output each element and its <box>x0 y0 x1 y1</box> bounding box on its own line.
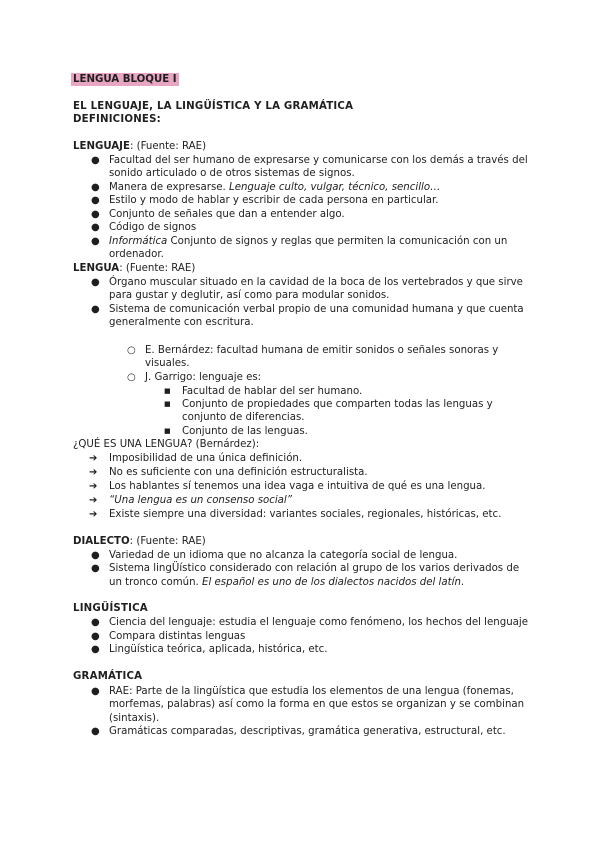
lenguaje-item-4: Conjunto de señales que dan a entender algo. <box>109 209 345 220</box>
dialecto-heading <box>73 535 206 549</box>
bullet-circle-icon: ○ <box>127 345 136 356</box>
lengua-item-2-cont: generalmente con escritura. <box>109 317 254 328</box>
que-es-item-2: No es suficiente con una definición estructuralista. <box>109 467 368 478</box>
linguistica-item-1: Ciencia del lenguaje: estudia el lenguaje como fenómeno, los hechos del lenguaje <box>109 617 528 628</box>
dialecto-source: : (Fuente: RAE) <box>129 536 206 547</box>
lenguaje-item-2-text: Manera de expresarse. <box>109 182 230 193</box>
bullet-square-icon: ■ <box>164 427 171 435</box>
arrow-right-icon: ➔ <box>89 481 98 492</box>
lenguaje-item-6-cont: ordenador. <box>109 249 164 260</box>
bullet-dot-icon: ● <box>91 644 100 655</box>
que-es-item-1: Imposibilidad de una única definición. <box>109 453 303 464</box>
gramatica-heading: GRAMÁTICA <box>73 671 143 682</box>
dialecto-term: DIALECTO <box>73 536 130 547</box>
dialecto-item-2-cont <box>109 576 464 590</box>
gramatica-item-1-cont2: (sintaxis). <box>109 713 160 724</box>
lengua-item-1-cont: para gustar y deglutir, así como para modular sonidos. <box>109 290 390 301</box>
lenguaje-item-3: Estilo y modo de hablar y escribir de cada persona en particular. <box>109 195 439 206</box>
lenguaje-source: : (Fuente: RAE) <box>129 141 207 152</box>
lengua-sub-item-2: J. Garrigo: lenguaje es: <box>145 372 262 383</box>
bullet-square-icon: ■ <box>164 387 171 395</box>
bullet-circle-icon: ○ <box>127 372 136 383</box>
gramatica-item-1: RAE: Parte de la lingüística que estudia los elementos de una lengua (fonemas, <box>109 686 514 697</box>
dialecto-item-2-text: un tronco común. <box>109 577 203 588</box>
lenguaje-item-2-examples: Lenguaje culto, vulgar, técnico, sencillo… <box>229 182 441 193</box>
lengua-subsub-item-2-cont: conjunto de diferencias. <box>182 412 305 423</box>
bullet-dot-icon: ● <box>91 195 100 206</box>
lenguaje-item-2 <box>109 181 440 195</box>
lengua-item-1: Órgano muscular situado en la cavidad de la boca de los vertebrados y que sirve <box>109 277 523 288</box>
bullet-dot-icon: ● <box>91 617 100 628</box>
arrow-right-icon: ➔ <box>89 453 98 464</box>
dialecto-example: El español es uno de los dialectos nacidos del latín <box>202 577 461 588</box>
que-es-quote: “Una lengua es un consenso social” <box>109 495 293 506</box>
lengua-item-2: Sistema de comunicación verbal propio de una comunidad humana y que cuenta <box>109 304 524 315</box>
dialecto-period: . <box>460 577 465 588</box>
lengua-sub-item-1: E. Bernárdez: facultad humana de emitir sonidos o señales sonoras y <box>145 345 499 356</box>
lenguaje-item-1-cont: sonido articulado o de otros sistemas de signos. <box>109 168 355 179</box>
bullet-dot-icon: ● <box>91 222 100 233</box>
bullet-dot-icon: ● <box>91 686 100 697</box>
bullet-dot-icon: ● <box>91 182 100 193</box>
bullet-dot-icon: ● <box>91 155 100 166</box>
gramatica-item-2: Gramáticas comparadas, descriptivas, gramática generativa, estructural, etc. <box>109 726 506 737</box>
lenguaje-item-6-text: Conjunto de signos y reglas que permiten la comunicación con un <box>167 236 508 247</box>
lenguaje-item-1: Facultad del ser humano de expresarse y comunicarse con los demás a través del <box>109 155 528 166</box>
bullet-dot-icon: ● <box>91 550 100 561</box>
lengua-subsub-item-3: Conjunto de las lenguas. <box>182 426 308 437</box>
lenguaje-term: LENGUAJE <box>73 141 130 152</box>
que-es-heading: ¿QUÉ ES UNA LENGUA? (Bernárdez): <box>73 439 260 450</box>
que-es-item-5: Existe siempre una diversidad: variantes sociales, regionales, históricas, etc. <box>109 509 502 520</box>
lengua-source: : (Fuente: RAE) <box>119 263 196 274</box>
dialecto-item-1: Variedad de un idioma que no alcanza la categoría social de lengua. <box>109 550 458 561</box>
que-es-item-3: Los hablantes sí tenemos una idea vaga e intuitiva de qué es una lengua. <box>109 481 486 492</box>
que-es-item-4 <box>109 494 292 508</box>
lenguaje-item-6 <box>109 235 507 249</box>
bullet-dot-icon: ● <box>91 209 100 220</box>
lengua-subsub-item-1: Facultad de hablar del ser humano. <box>182 386 363 397</box>
bullet-dot-icon: ● <box>91 236 100 247</box>
arrow-right-icon: ➔ <box>89 495 98 506</box>
bullet-square-icon: ■ <box>164 400 171 408</box>
bullet-dot-icon: ● <box>91 304 100 315</box>
lengua-heading <box>73 262 195 276</box>
linguistica-item-3: Lingüística teórica, aplicada, histórica, etc. <box>109 644 328 655</box>
lenguaje-item-5: Código de signos <box>109 222 197 233</box>
bullet-dot-icon: ● <box>91 563 100 574</box>
bullet-dot-icon: ● <box>91 726 100 737</box>
bullet-dot-icon: ● <box>91 277 100 288</box>
main-heading: EL LENGUAJE, LA LINGÜÍSTICA Y LA GRAMÁTICA <box>73 101 354 112</box>
lengua-sub-item-1-cont: visuales. <box>145 358 190 369</box>
dialecto-item-2: Sistema lingÜístico considerado con relación al grupo de los varios derivados de <box>109 563 520 574</box>
arrow-right-icon: ➔ <box>89 509 98 520</box>
lengua-subsub-item-2: Conjunto de propiedades que comparten todas las lenguas y <box>182 399 493 410</box>
gramatica-item-1-cont: morfemas, palabras) así como la forma en que estos se organizan y se combinan <box>109 699 525 710</box>
bullet-dot-icon: ● <box>91 631 100 642</box>
doc-title: LENGUA BLOQUE I <box>73 74 177 85</box>
lengua-term: LENGUA <box>73 263 120 274</box>
definitions-subheading: DEFINICIONES: <box>73 114 161 125</box>
linguistica-heading: LINGÜÍSTICA <box>73 603 148 614</box>
lenguaje-item-6-label: Informática <box>109 236 168 247</box>
lenguaje-heading <box>73 140 206 154</box>
arrow-right-icon: ➔ <box>89 467 98 478</box>
linguistica-item-2: Compara distintas lenguas <box>109 631 246 642</box>
